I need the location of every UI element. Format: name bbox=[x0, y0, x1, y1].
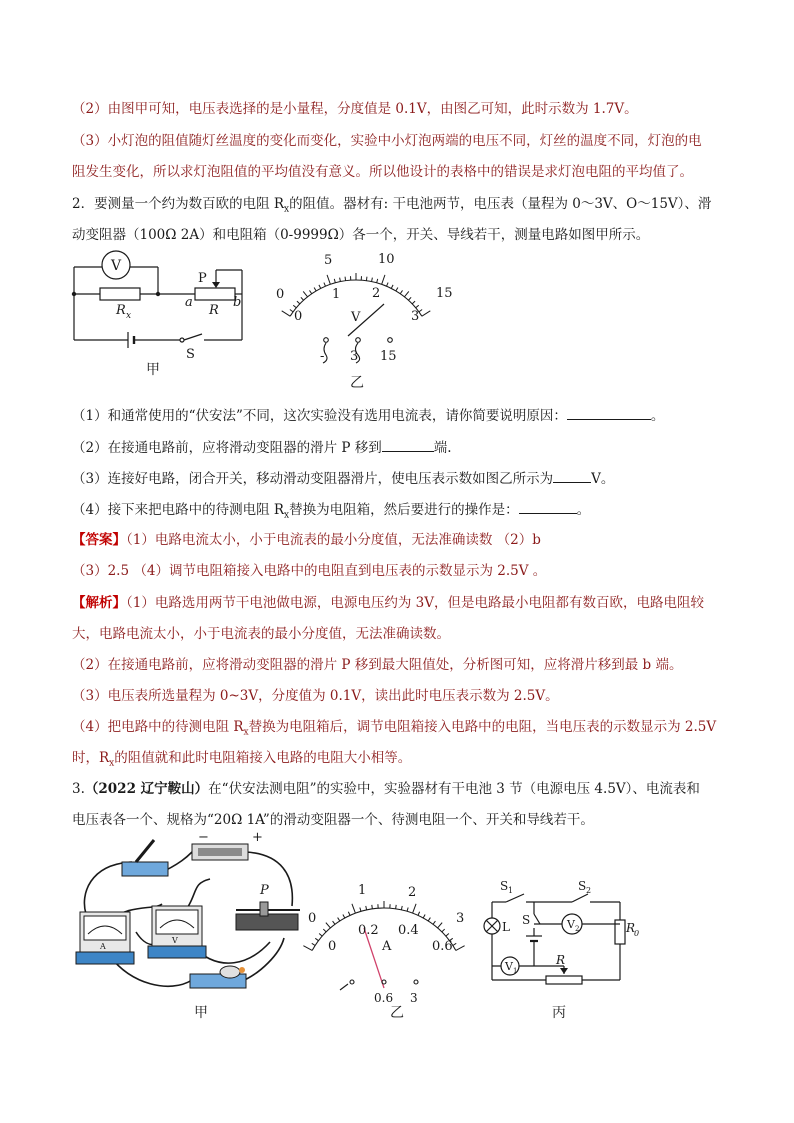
question-2-stem-2: 动变阻器（100Ω 2A）和电阻箱（0-9999Ω）各一个，开关、导线若干，测量电路如图甲所示。 bbox=[72, 227, 650, 243]
analysis-line-2: 大，电路电流太小，小于电流表的最小分度值，无法准确读数。 bbox=[72, 626, 450, 642]
apparatus-illustration-jia bbox=[70, 830, 310, 1004]
rx-subscript: x bbox=[284, 204, 290, 215]
v2-label: V bbox=[567, 918, 575, 931]
scale-tick bbox=[314, 288, 316, 291]
analysis-tag: 【解析】 bbox=[72, 595, 126, 611]
scale-tick bbox=[412, 301, 415, 304]
scale-tick bbox=[423, 914, 425, 918]
amm-top-3: 3 bbox=[456, 911, 465, 926]
answer-blank-1[interactable] bbox=[567, 406, 651, 420]
scale-tick bbox=[418, 912, 420, 916]
scale-tick bbox=[366, 906, 367, 910]
scale-tick bbox=[340, 278, 341, 282]
scale-tick bbox=[345, 277, 346, 281]
scale-tick bbox=[446, 934, 449, 937]
dial-bottom-3: 3 bbox=[411, 309, 420, 324]
scale-tick bbox=[297, 301, 300, 304]
scale-tick bbox=[293, 305, 296, 308]
amm-unit-a: A bbox=[382, 939, 392, 954]
scale-tick bbox=[327, 275, 330, 284]
amm-terminal-06: 0.6 bbox=[374, 991, 394, 1005]
amm-top-1: 1 bbox=[358, 883, 367, 898]
answer-blank-2[interactable] bbox=[382, 438, 434, 452]
switch-s2-sub: 2 bbox=[586, 886, 592, 895]
scale-tick bbox=[438, 923, 443, 928]
ammeter-dial-yi bbox=[300, 878, 480, 1008]
circuit-diagram-jia bbox=[70, 252, 250, 377]
question-2-sub-3-text: （3）连接好电路，闭合开关，移动滑动变阻器滑片，使电压表示数如图乙所示为 bbox=[72, 471, 554, 487]
figure-caption-jia-2: 甲 bbox=[194, 1005, 208, 1021]
analysis-line-4: （3）电压表所选量程为 0~3V，分度值为 0.1V，读出此时电压表示数为 2.5V。 bbox=[72, 688, 559, 704]
switch-s-label-2: S bbox=[522, 913, 531, 927]
r0-sub: 0 bbox=[634, 929, 640, 938]
scale-tick bbox=[372, 278, 373, 282]
question-2-text-b: 的阻值。器材有: 干电池两节，电压表（量程为 0～3V、O～15V）、滑 bbox=[289, 196, 712, 212]
v2-sub: 2 bbox=[575, 925, 580, 933]
dial-bottom-0: 0 bbox=[294, 309, 303, 324]
rheostat-r-label-2: R bbox=[556, 953, 566, 967]
lamp-l-label: L bbox=[502, 920, 510, 934]
rheostat-r-label: R bbox=[209, 303, 219, 318]
scale-tick bbox=[408, 297, 411, 300]
slider-p-label: P bbox=[198, 271, 207, 286]
scale-tick bbox=[400, 290, 402, 293]
answer-line-1 bbox=[72, 531, 732, 549]
scale-tick bbox=[333, 921, 335, 924]
analysis-text-6b: 的阻值就和此时电阻箱接入电路的电阻大小相等。 bbox=[114, 750, 412, 766]
amm-bottom-06: 0.6 bbox=[432, 939, 453, 954]
dial-top-0: 0 bbox=[276, 287, 285, 302]
analysis-line-1 bbox=[72, 594, 732, 612]
scale-tick bbox=[326, 923, 331, 928]
answer-blank-4[interactable] bbox=[519, 500, 577, 514]
battery-plus-label: + bbox=[252, 830, 263, 845]
dial-top-10: 10 bbox=[378, 252, 395, 267]
question-2-sub-2-end: 端. bbox=[433, 440, 452, 456]
amm-top-2: 2 bbox=[408, 885, 417, 900]
analysis-line-6 bbox=[72, 749, 732, 773]
question-3-stem-2: 电压表各一个、规格为“20Ω 1A”的滑动变阻器一个、待测电阻一个、开关和导线若干。 bbox=[72, 812, 594, 828]
figure-caption-yi-2: 乙 bbox=[390, 1005, 404, 1021]
answer-text-1: （1）电路电流太小，小于电流表的最小分度值，无法准确读数 （2）b bbox=[126, 532, 541, 548]
question-3-stem bbox=[72, 780, 732, 798]
scale-tick bbox=[301, 297, 304, 300]
question-3-text: 在“伏安法测电阻”的实验中，实验器材有干电池 3 节（电源电压 4.5V）、电流表和 bbox=[208, 781, 700, 797]
solution-line-3a: （3）小灯泡的阻值随灯丝温度的变化而变化，实验中小灯泡两端的电压不同，灯丝的温度不同，灯泡的电 bbox=[72, 133, 702, 149]
scale-tick bbox=[319, 934, 322, 937]
scale-tick bbox=[456, 946, 465, 951]
question-2-sub-3 bbox=[72, 469, 732, 488]
scale-tick bbox=[407, 907, 408, 911]
voltmeter-dial-yi bbox=[262, 248, 462, 388]
scale-tick bbox=[334, 279, 335, 283]
question-2-sub-4-text-a: （4）接下来把电路中的待测电阻 R bbox=[72, 502, 285, 518]
amm-bottom-04: 0.4 bbox=[398, 923, 419, 938]
analysis-text-1: （1）电路选用两节干电池做电源，电源电压约为 3V，但是电路最小电阻都有数百欧，电路电阻较 bbox=[126, 595, 704, 611]
dial-bottom-2: 2 bbox=[372, 286, 381, 301]
answer-tag: 【答案】 bbox=[72, 532, 126, 548]
scale-tick bbox=[422, 311, 430, 316]
terminal-a-label: a bbox=[185, 295, 193, 310]
question-3-source: （2022 辽宁鞍山） bbox=[84, 781, 209, 797]
scale-tick bbox=[303, 291, 307, 296]
r0-label: R bbox=[626, 921, 636, 935]
answer-blank-3[interactable] bbox=[553, 469, 591, 483]
scale-tick bbox=[343, 914, 345, 918]
scale-tick bbox=[366, 277, 367, 281]
amm-bottom-02: 0.2 bbox=[358, 923, 379, 938]
rx-subscript-4: x bbox=[109, 758, 115, 769]
question-3-number: 3. bbox=[72, 781, 85, 797]
v1-label: V bbox=[505, 960, 513, 973]
scale-tick bbox=[319, 285, 321, 289]
scale-tick bbox=[324, 283, 326, 287]
dial-top-5: 5 bbox=[324, 253, 333, 268]
scale-tick bbox=[419, 310, 422, 312]
switch-s1-label: S bbox=[500, 879, 509, 893]
solution-line-2: （2）由图甲可知，电压表选择的是小量程，分度值是 0.1V，由图乙可知，此时示数为 1.7V。 bbox=[72, 101, 638, 117]
terminal-15: 15 bbox=[380, 349, 397, 364]
scale-tick bbox=[387, 283, 389, 287]
scale-tick bbox=[360, 907, 361, 911]
scale-tick bbox=[348, 912, 350, 916]
scale-tick bbox=[303, 946, 312, 951]
scale-tick bbox=[312, 943, 315, 945]
switch-s2-label: S bbox=[578, 879, 587, 893]
scale-tick bbox=[404, 291, 408, 296]
question-2-text-a: 2．要测量一个约为数百欧的电阻 R bbox=[72, 196, 285, 212]
rx-subscript-3: x bbox=[243, 727, 249, 738]
scale-tick bbox=[352, 904, 355, 913]
dial-unit-v: V bbox=[351, 310, 361, 325]
scale-tick bbox=[453, 943, 456, 945]
analysis-line-5 bbox=[72, 718, 732, 742]
dial-bottom-1: 1 bbox=[332, 287, 341, 302]
v1-sub: 1 bbox=[513, 967, 518, 975]
amm-bottom-0: 0 bbox=[328, 939, 337, 954]
terminal-3: 3 bbox=[350, 349, 359, 364]
scale-tick bbox=[309, 290, 311, 293]
scale-tick bbox=[377, 279, 378, 283]
scale-tick bbox=[413, 904, 416, 913]
amm-terminal-3: 3 bbox=[410, 991, 418, 1005]
scale-tick bbox=[396, 905, 397, 909]
scale-tick bbox=[382, 275, 385, 284]
question-2-sub-1-end: 。 bbox=[650, 408, 665, 424]
analysis-text-5b: 替换为电阻箱后，调节电阻箱接入电路中的电阻，当电压表的示数显示为 2.5V bbox=[248, 719, 717, 735]
analysis-text-6a: 时，R bbox=[72, 750, 110, 766]
solution-line-3b: 阻发生变化，所以求灯泡阻值的平均值没有意义。所以他设计的表格中的错误是求灯泡电阻的平均值了。 bbox=[72, 164, 693, 180]
scale-tick bbox=[416, 305, 419, 308]
scale-tick bbox=[401, 906, 402, 910]
scale-tick bbox=[391, 285, 393, 289]
rx-label-sub: x bbox=[126, 311, 132, 321]
rx-subscript-2: x bbox=[284, 510, 290, 521]
question-2-sub-3-end: V。 bbox=[591, 471, 615, 487]
scale-tick bbox=[442, 929, 445, 932]
terminal-b-label: b bbox=[233, 295, 242, 310]
circuit-diagram-bing bbox=[486, 876, 640, 996]
figure-caption-bing: 丙 bbox=[552, 1005, 566, 1021]
question-2-sub-4 bbox=[72, 500, 732, 525]
scale-tick bbox=[290, 310, 293, 312]
amm-top-0: 0 bbox=[308, 911, 317, 926]
scale-tick bbox=[433, 921, 435, 924]
question-2-sub-4-text-b: 替换为电阻箱，然后要进行的操作是： bbox=[289, 502, 519, 518]
question-2-sub-2-text: （2）在接通电路前，应将滑动变阻器的滑片 P 移到 bbox=[72, 440, 382, 456]
question-2-sub-2 bbox=[72, 438, 732, 457]
analysis-line-3: （2）在接通电路前，应将滑动变阻器的滑片 P 移到最大阻值处，分析图可知，应将滑片移到最 b 端。 bbox=[72, 657, 683, 673]
scale-tick bbox=[372, 905, 373, 909]
switch-s1-sub: 1 bbox=[508, 886, 514, 895]
rx-label: R bbox=[116, 303, 126, 318]
dial-top-15: 15 bbox=[436, 286, 453, 301]
ammeter-face-label: A bbox=[100, 942, 106, 951]
scale-tick bbox=[315, 938, 318, 940]
scale-tick bbox=[323, 929, 326, 932]
scale-tick bbox=[428, 918, 430, 921]
analysis-text-5a: （4）把电路中的待测电阻 R bbox=[72, 719, 244, 735]
terminal-minus: - bbox=[320, 349, 325, 364]
question-2-stem bbox=[72, 195, 732, 219]
scale-tick bbox=[338, 918, 340, 921]
voltmeter-label: V bbox=[110, 258, 122, 274]
answer-line-2: （3）2.5 （4）调节电阻箱接入电路中的电阻直到电压表的示数显示为 2.5V 。 bbox=[72, 563, 547, 579]
rheostat-p-label: P bbox=[260, 883, 269, 898]
switch-s-label: S bbox=[186, 347, 195, 362]
question-2-sub-4-end: 。 bbox=[576, 502, 591, 518]
scale-tick bbox=[396, 288, 398, 291]
battery-minus-label: − bbox=[198, 830, 209, 845]
scale-tick bbox=[282, 311, 290, 316]
figure-caption-yi: 乙 bbox=[350, 375, 364, 391]
question-2-sub-1-text: （1）和通常使用的“伏安法”不同，这次实验没有选用电流表，请你简要说明原因： bbox=[72, 408, 567, 424]
figure-caption-jia: 甲 bbox=[146, 362, 160, 378]
question-2-sub-1 bbox=[72, 406, 732, 425]
voltmeter-face-label: V bbox=[172, 936, 178, 945]
